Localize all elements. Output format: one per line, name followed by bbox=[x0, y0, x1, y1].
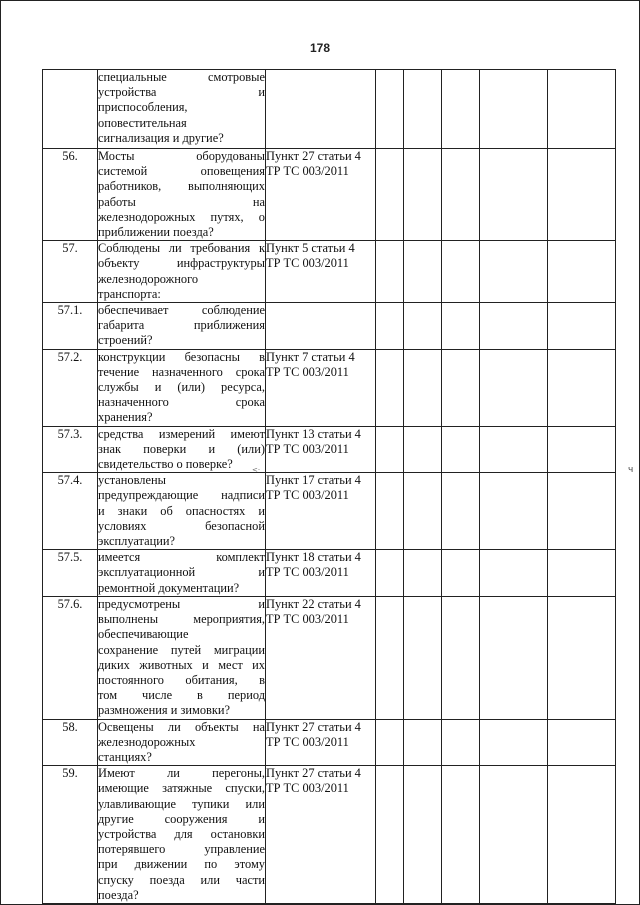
answer-cell[interactable] bbox=[376, 349, 404, 426]
answer-cell[interactable] bbox=[404, 303, 442, 350]
answer-cell[interactable] bbox=[376, 719, 404, 766]
legal-reference bbox=[266, 473, 376, 550]
question-line: спуску поезда или части bbox=[98, 872, 265, 887]
answer-cell[interactable] bbox=[376, 241, 404, 303]
legal-reference bbox=[266, 70, 376, 149]
reference-line: ТР ТС 003/2011 bbox=[266, 565, 349, 580]
question-line: транспорта: bbox=[98, 286, 161, 301]
answer-cell[interactable] bbox=[404, 596, 442, 719]
question-line: том числе в период bbox=[98, 688, 265, 703]
question-line: габарита приближения bbox=[98, 318, 265, 333]
table-row bbox=[43, 473, 616, 550]
question-line: устройства для остановки bbox=[98, 826, 265, 841]
table-row bbox=[43, 426, 616, 473]
reference-line: Пункт 27 статьи 4 bbox=[266, 719, 361, 734]
answer-cell[interactable] bbox=[480, 349, 548, 426]
question-line: свидетельство о поверке? bbox=[98, 457, 233, 472]
question-line: конструкции безопасны в bbox=[98, 349, 265, 364]
answer-cell[interactable] bbox=[442, 766, 480, 904]
answer-cell[interactable] bbox=[404, 766, 442, 904]
reference-line: Пункт 22 статьи 4 bbox=[266, 596, 361, 611]
answer-cell[interactable] bbox=[442, 473, 480, 550]
question-line: имеющие затяжные спуски, bbox=[98, 781, 265, 796]
question-text bbox=[98, 550, 266, 597]
item-number: 59. bbox=[43, 766, 98, 904]
question-text bbox=[98, 70, 266, 149]
answer-cell[interactable] bbox=[480, 550, 548, 597]
question-line: Освещены ли объекты на bbox=[98, 719, 265, 734]
answer-cell[interactable] bbox=[442, 70, 480, 149]
reference-line: ТР ТС 003/2011 bbox=[266, 364, 349, 379]
legal-reference bbox=[266, 349, 376, 426]
reference-line: ТР ТС 003/2011 bbox=[266, 256, 349, 271]
question-line: службы и (или) ресурса, bbox=[98, 380, 265, 395]
question-line: обеспечивающие bbox=[98, 627, 189, 642]
question-line: обеспечивает соблюдение bbox=[98, 303, 265, 318]
legal-reference bbox=[266, 719, 376, 766]
answer-cell[interactable] bbox=[480, 149, 548, 241]
answer-cell[interactable] bbox=[442, 596, 480, 719]
item-number: 57.4. bbox=[43, 473, 98, 550]
answer-cell[interactable] bbox=[404, 719, 442, 766]
question-text bbox=[98, 766, 266, 904]
item-number bbox=[43, 70, 98, 149]
checklist-table bbox=[42, 69, 616, 904]
item-number: 57.3. bbox=[43, 426, 98, 473]
reference-line: Пункт 5 статьи 4 bbox=[266, 241, 355, 256]
question-line: работы на bbox=[98, 194, 265, 209]
question-line: постоянного обитания, в bbox=[98, 672, 265, 687]
table-row bbox=[43, 596, 616, 719]
answer-cell[interactable] bbox=[442, 349, 480, 426]
answer-cell[interactable] bbox=[548, 473, 616, 550]
legal-reference bbox=[266, 596, 376, 719]
answer-cell[interactable] bbox=[442, 719, 480, 766]
answer-cell[interactable] bbox=[548, 766, 616, 904]
question-line: диких животных и мест их bbox=[98, 657, 265, 672]
item-number: 56. bbox=[43, 149, 98, 241]
answer-cell[interactable] bbox=[480, 719, 548, 766]
question-line: размножения и зимовки? bbox=[98, 703, 231, 718]
answer-cell[interactable] bbox=[480, 241, 548, 303]
reference-line: ТР ТС 003/2011 bbox=[266, 734, 349, 749]
reference-line: Пункт 17 статьи 4 bbox=[266, 473, 361, 488]
question-line: ремонтной документации? bbox=[98, 580, 240, 595]
question-text bbox=[98, 349, 266, 426]
question-line: и знаки об опасностях и bbox=[98, 503, 265, 518]
answer-cell[interactable] bbox=[442, 149, 480, 241]
legal-reference bbox=[266, 241, 376, 303]
table-row bbox=[43, 70, 616, 149]
reference-line: ТР ТС 003/2011 bbox=[266, 164, 349, 179]
table-row bbox=[43, 349, 616, 426]
answer-cell[interactable] bbox=[548, 426, 616, 473]
scan-mark: <· bbox=[252, 466, 261, 474]
question-text bbox=[98, 719, 266, 766]
table-row bbox=[43, 766, 616, 904]
question-line: строений? bbox=[98, 333, 153, 348]
question-line: специальные смотровые bbox=[98, 70, 265, 84]
reference-line: ТР ТС 003/2011 bbox=[266, 488, 349, 503]
question-line: объекту инфраструктуры bbox=[98, 256, 265, 271]
answer-cell[interactable] bbox=[548, 303, 616, 350]
question-line: приближении поезда? bbox=[98, 225, 214, 240]
reference-line: ТР ТС 003/2011 bbox=[266, 612, 349, 627]
question-line: назначенного срока bbox=[98, 395, 265, 410]
answer-cell[interactable] bbox=[548, 149, 616, 241]
answer-cell[interactable] bbox=[480, 70, 548, 149]
question-line: поезда? bbox=[98, 887, 139, 902]
question-line: сигнализация и другие? bbox=[98, 130, 224, 145]
answer-cell[interactable] bbox=[442, 426, 480, 473]
item-number: 57.5. bbox=[43, 550, 98, 597]
legal-reference bbox=[266, 149, 376, 241]
answer-cell[interactable] bbox=[404, 70, 442, 149]
answer-cell[interactable] bbox=[442, 241, 480, 303]
question-line: течение назначенного срока bbox=[98, 364, 265, 379]
question-line: другие сооружения и bbox=[98, 811, 265, 826]
table-row bbox=[43, 149, 616, 241]
question-line: эксплуатационной и bbox=[98, 565, 265, 580]
item-number: 57.6. bbox=[43, 596, 98, 719]
question-line: станциях? bbox=[98, 749, 152, 764]
question-text bbox=[98, 426, 266, 473]
table-row bbox=[43, 719, 616, 766]
question-line: хранения? bbox=[98, 410, 153, 425]
answer-cell[interactable] bbox=[548, 596, 616, 719]
item-number: 57.1. bbox=[43, 303, 98, 350]
question-text bbox=[98, 303, 266, 350]
question-line: железнодорожного bbox=[98, 271, 199, 286]
answer-cell[interactable] bbox=[548, 70, 616, 149]
question-text bbox=[98, 149, 266, 241]
answer-cell[interactable] bbox=[376, 550, 404, 597]
legal-reference bbox=[266, 426, 376, 473]
reference-line: Пункт 27 статьи 4 bbox=[266, 766, 361, 781]
answer-cell[interactable] bbox=[480, 766, 548, 904]
question-line: при движении по этому bbox=[98, 857, 265, 872]
question-line: предусмотрены и bbox=[98, 596, 265, 611]
question-text bbox=[98, 596, 266, 719]
question-line: железнодорожных bbox=[98, 734, 196, 749]
legal-reference bbox=[266, 550, 376, 597]
question-line: улавливающие тупики или bbox=[98, 796, 265, 811]
question-line: потерявшего управление bbox=[98, 842, 265, 857]
answer-cell[interactable] bbox=[376, 303, 404, 350]
question-line: системой оповещения bbox=[98, 164, 265, 179]
answer-cell[interactable] bbox=[404, 241, 442, 303]
table-row bbox=[43, 550, 616, 597]
answer-cell[interactable] bbox=[548, 550, 616, 597]
answer-cell[interactable] bbox=[480, 303, 548, 350]
question-line: выполнены мероприятия, bbox=[98, 612, 265, 627]
answer-cell[interactable] bbox=[442, 303, 480, 350]
question-line: устройства и bbox=[98, 85, 265, 100]
question-line: имеется комплект bbox=[98, 550, 265, 565]
reference-line: ТР ТС 003/2011 bbox=[266, 441, 349, 456]
question-line: Соблюдены ли требования к bbox=[98, 241, 265, 256]
question-line: эксплуатации? bbox=[98, 534, 176, 549]
answer-cell[interactable] bbox=[548, 719, 616, 766]
question-line: средства измерений имеют bbox=[98, 426, 265, 441]
question-line: работников, выполняющих bbox=[98, 179, 265, 194]
answer-cell[interactable] bbox=[404, 473, 442, 550]
answer-cell[interactable] bbox=[442, 550, 480, 597]
table-row bbox=[43, 241, 616, 303]
item-number: 57. bbox=[43, 241, 98, 303]
question-line: условиях безопасной bbox=[98, 518, 265, 533]
answer-cell[interactable] bbox=[404, 426, 442, 473]
legal-reference bbox=[266, 766, 376, 904]
answer-cell[interactable] bbox=[376, 70, 404, 149]
question-line: предупреждающие надписи bbox=[98, 488, 265, 503]
answer-cell[interactable] bbox=[480, 426, 548, 473]
answer-cell[interactable] bbox=[404, 550, 442, 597]
margin-mark: ч bbox=[628, 465, 634, 475]
question-line: сохранение путей миграции bbox=[98, 642, 265, 657]
question-text bbox=[98, 241, 266, 303]
question-line: знак поверки и (или) bbox=[98, 441, 265, 456]
answer-cell[interactable] bbox=[376, 766, 404, 904]
answer-cell[interactable] bbox=[404, 349, 442, 426]
reference-line: ТР ТС 003/2011 bbox=[266, 781, 349, 796]
question-line: оповестительная bbox=[98, 115, 187, 130]
question-line: приспособления, bbox=[98, 100, 188, 115]
question-line: Мосты оборудованы bbox=[98, 149, 265, 163]
table-row bbox=[43, 303, 616, 350]
answer-cell[interactable] bbox=[480, 473, 548, 550]
answer-cell[interactable] bbox=[376, 426, 404, 473]
reference-line: Пункт 18 статьи 4 bbox=[266, 550, 361, 565]
item-number: 57.2. bbox=[43, 349, 98, 426]
answer-cell[interactable] bbox=[548, 349, 616, 426]
answer-cell[interactable] bbox=[404, 149, 442, 241]
question-line: Имеют ли перегоны, bbox=[98, 766, 265, 781]
reference-line: Пункт 27 статьи 4 bbox=[266, 149, 361, 163]
item-number: 58. bbox=[43, 719, 98, 766]
answer-cell[interactable] bbox=[548, 241, 616, 303]
answer-cell[interactable] bbox=[376, 473, 404, 550]
page-number: 178 bbox=[309, 41, 331, 55]
answer-cell[interactable] bbox=[376, 596, 404, 719]
legal-reference bbox=[266, 303, 376, 350]
question-text bbox=[98, 473, 266, 550]
question-line: установлены bbox=[98, 473, 166, 488]
question-line: железнодорожных путях, о bbox=[98, 209, 265, 224]
reference-line: Пункт 13 статьи 4 bbox=[266, 426, 361, 441]
answer-cell[interactable] bbox=[480, 596, 548, 719]
answer-cell[interactable] bbox=[376, 149, 404, 241]
reference-line: Пункт 7 статьи 4 bbox=[266, 349, 355, 364]
